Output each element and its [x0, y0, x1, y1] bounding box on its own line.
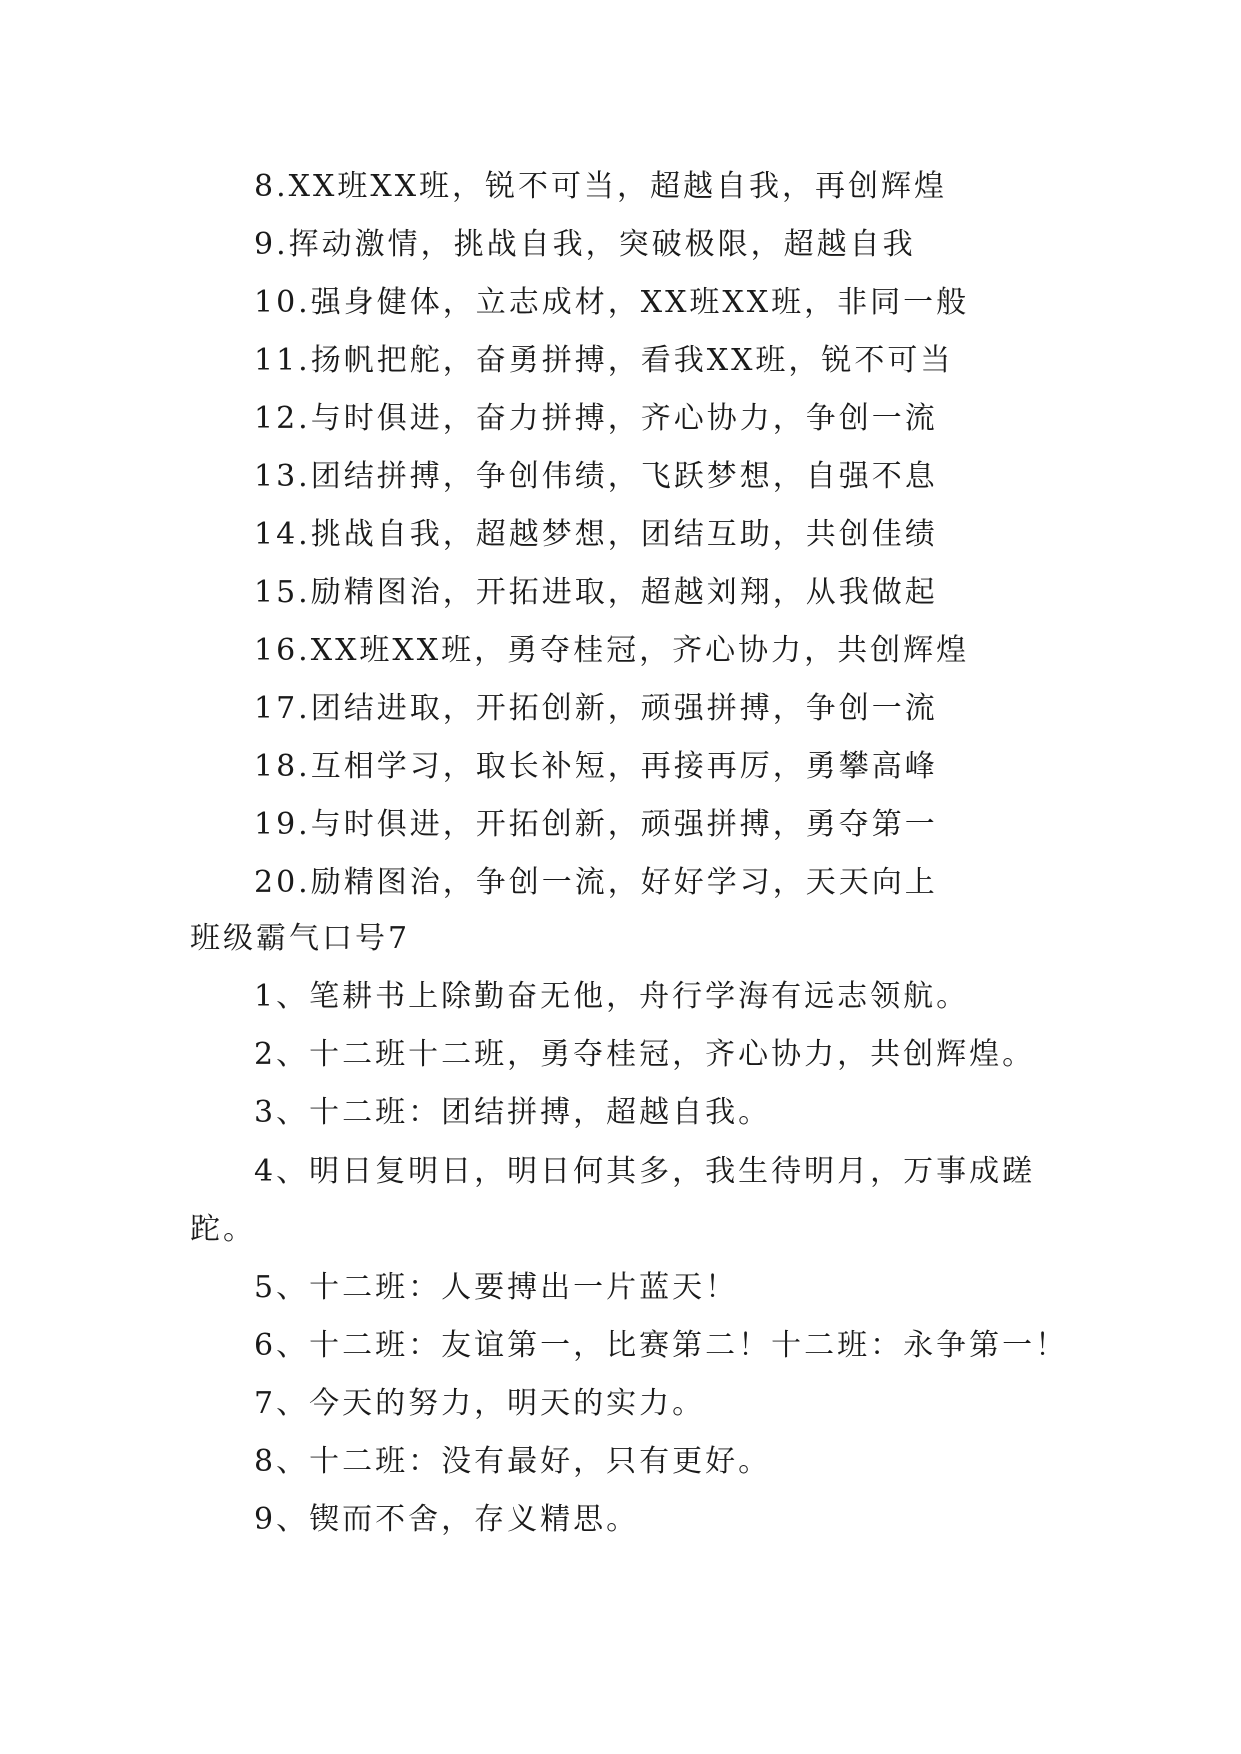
slogan-line: 3、十二班：团结拼搏，超越自我。: [254, 1095, 772, 1130]
slogan-line: 15.励精图治，开拓进取，超越刘翔，从我做起: [254, 575, 938, 610]
slogan-line: 19.与时俱进，开拓创新，顽强拼搏，勇夺第一: [254, 807, 938, 842]
slogan-line: 8、十二班：没有最好，只有更好。: [254, 1444, 772, 1479]
slogan-line: 9.挥动激情，挑战自我，突破极限，超越自我: [254, 227, 916, 262]
slogan-line: 5、十二班：人要搏出一片蓝天！: [254, 1270, 739, 1305]
slogan-line: 13.团结拼搏，争创伟绩，飞跃梦想，自强不息: [254, 459, 938, 494]
slogan-line: 17.团结进取，开拓创新，顽强拼搏，争创一流: [254, 691, 938, 726]
slogan-line: 14.挑战自我，超越梦想，团结互助，共创佳绩: [254, 517, 938, 552]
slogan-line: 10.强身健体，立志成材，XX班XX班，非同一般: [254, 285, 970, 320]
slogan-line: 16.XX班XX班，勇夺桂冠，齐心协力，共创辉煌: [254, 633, 970, 668]
slogan-line: 4、明日复明日，明日何其多，我生待明月，万事成蹉: [254, 1154, 1036, 1189]
slogan-line: 12.与时俱进，奋力拼搏，齐心协力，争创一流: [254, 401, 938, 436]
slogan-line: 9、锲而不舍，存义精思。: [254, 1502, 640, 1537]
slogan-line: 1、笔耕书上除勤奋无他，舟行学海有远志领航。: [254, 979, 970, 1014]
slogan-line-continuation: 跎。: [190, 1212, 256, 1247]
slogan-line: 2、十二班十二班，勇夺桂冠，齐心协力，共创辉煌。: [254, 1037, 1036, 1072]
slogan-line: 11.扬帆把舵，奋勇拼搏，看我XX班，锐不可当: [254, 343, 954, 378]
slogan-line: 20.励精图治，争创一流，好好学习，天天向上: [254, 865, 938, 900]
slogan-line: 6、十二班：友谊第一，比赛第二！十二班：永争第一！: [254, 1328, 1069, 1363]
slogan-line: 18.互相学习，取长补短，再接再厉，勇攀高峰: [254, 749, 938, 784]
slogan-line: 8.XX班XX班，锐不可当，超越自我，再创辉煌: [254, 169, 948, 204]
slogan-line: 7、今天的努力，明天的实力。: [254, 1386, 706, 1421]
section-heading: 班级霸气口号7: [190, 921, 411, 956]
